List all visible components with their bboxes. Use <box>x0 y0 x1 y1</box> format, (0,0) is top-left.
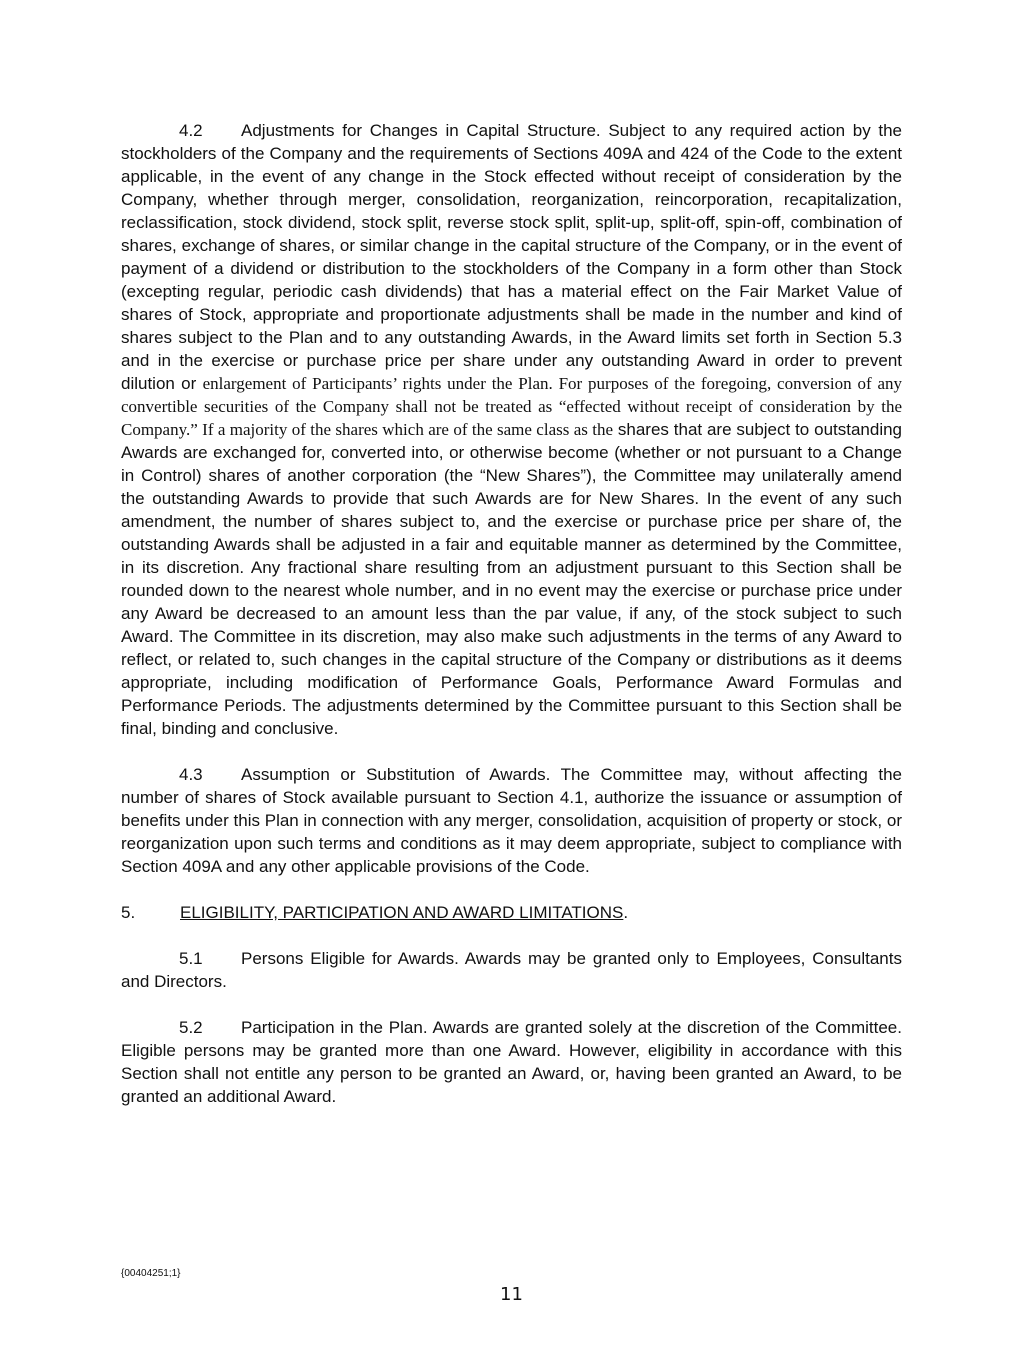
section-4-3-paragraph <box>121 763 902 878</box>
document-body <box>121 119 902 1108</box>
section-4-3-number: 4.3 <box>179 765 203 784</box>
section-4-2-title: Adjustments for Changes in Capital Structure. <box>241 121 601 140</box>
document-code: {00404251;1} <box>121 1268 181 1279</box>
section-4-2-number: 4.2 <box>179 121 203 140</box>
section-5-1-title: Persons Eligible for Awards. <box>241 949 459 968</box>
section-5-2-body: Awards are granted solely at the discretion of the Committee. Eligible persons may be granted more than one Award. However, eligibility in accordance with this Section shall not entitle any person to be granted an Award, or, having been granted an Award, to be granted an additional Award. <box>121 1018 902 1106</box>
section-5-2-number: 5.2 <box>179 1018 203 1037</box>
section-5-1-number: 5.1 <box>179 949 203 968</box>
section-4-2-body-serif: enlargement of Participants’ rights under the Plan. For purposes of the foregoing, conversion of any convertible securities of the Company shall not be treated as “effected without receipt of consideration by the Company.” If a majority of the shares which are of the same class as the <box>121 374 902 439</box>
section-5-1-paragraph <box>121 947 902 993</box>
section-5-number: 5. <box>121 903 136 922</box>
section-5-1-body: Awards may be granted only to Employees, Consultants and Directors. <box>121 949 902 991</box>
section-5-2-paragraph <box>121 1016 902 1108</box>
section-4-2-paragraph <box>121 119 902 740</box>
section-5-heading <box>121 901 902 924</box>
section-4-2-body-part2: shares that are subject to outstanding Awards are exchanged for, converted into, or otherwise become (whether or not pursuant to a Change in Control) shares of another corporation (the “New Shares”), the Committee may unilaterally amend the outstanding Awards to provide that such Awards are for New Shares. In the event of any such amendment, the number of shares subject to, and the exercise or purchase price per share of, the outstanding Awards shall be adjusted in a fair and equitable manner as determined by the Committee, in its discretion. Any fractional share resulting from an adjustment pursuant to this Section shall be rounded down to the nearest whole number, and in no event may the exercise or purchase price under any Award be decreased to an amount less than the par value, if any, of the stock subject to such Award. The Committee in its discretion, may also make such adjustments in the terms of any Award to reflect, or related to, such changes in the capital structure of the Company or distributions as it deems appropriate, including modification of Performance Goals, Performance Award Formulas and Performance Periods. The adjustments determined by the Committee pursuant to this Section shall be final, binding and conclusive. <box>121 420 903 738</box>
section-4-2-body-part1: Subject to any required action by the stockholders of the Company and the requirements of Sections 409A and 424 of the Code to the extent applicable, in the event of any change in the Stock effected without receipt of consideration by the Company, whether through merger, consolidation, reorganization, reincorporation, recapitalization, reclassification, stock dividend, stock split, reverse stock split, split-up, split-off, spin-off, combination of shares, exchange of shares, or similar change in the capital structure of the Company, or in the event of payment of a dividend or distribution to the stockholders of the Company in a form other than Stock (excepting regular, periodic cash dividends) that has a material effect on the Fair Market Value of shares of Stock, appropriate and proportionate adjustments shall be made in the number and kind of shares subject to the Plan and to any outstanding Awards, in the Award limits set forth in Section 5.3 and in the exercise or purchase price per share under any outstanding Award in order to prevent dilution or <box>121 121 903 393</box>
section-4-3-body: The Committee may, without affecting the number of shares of Stock available pursuant to Section 4.1, authorize the issuance or assumption of benefits under this Plan in connection with any merger, consolidation, acquisition of property or stock, or reorganization upon such terms and conditions as it may deem appropriate, subject to compliance with Section 409A and any other applicable provisions of the Code. <box>121 765 902 876</box>
page-number: 11 <box>500 1284 523 1305</box>
section-4-3-title: Assumption or Substitution of Awards. <box>241 765 551 784</box>
section-5-2-title: Participation in the Plan. <box>241 1018 428 1037</box>
section-5-title: ELIGIBILITY, PARTICIPATION AND AWARD LIMITATIONS <box>180 903 624 922</box>
section-5-trailing: . <box>623 903 629 922</box>
